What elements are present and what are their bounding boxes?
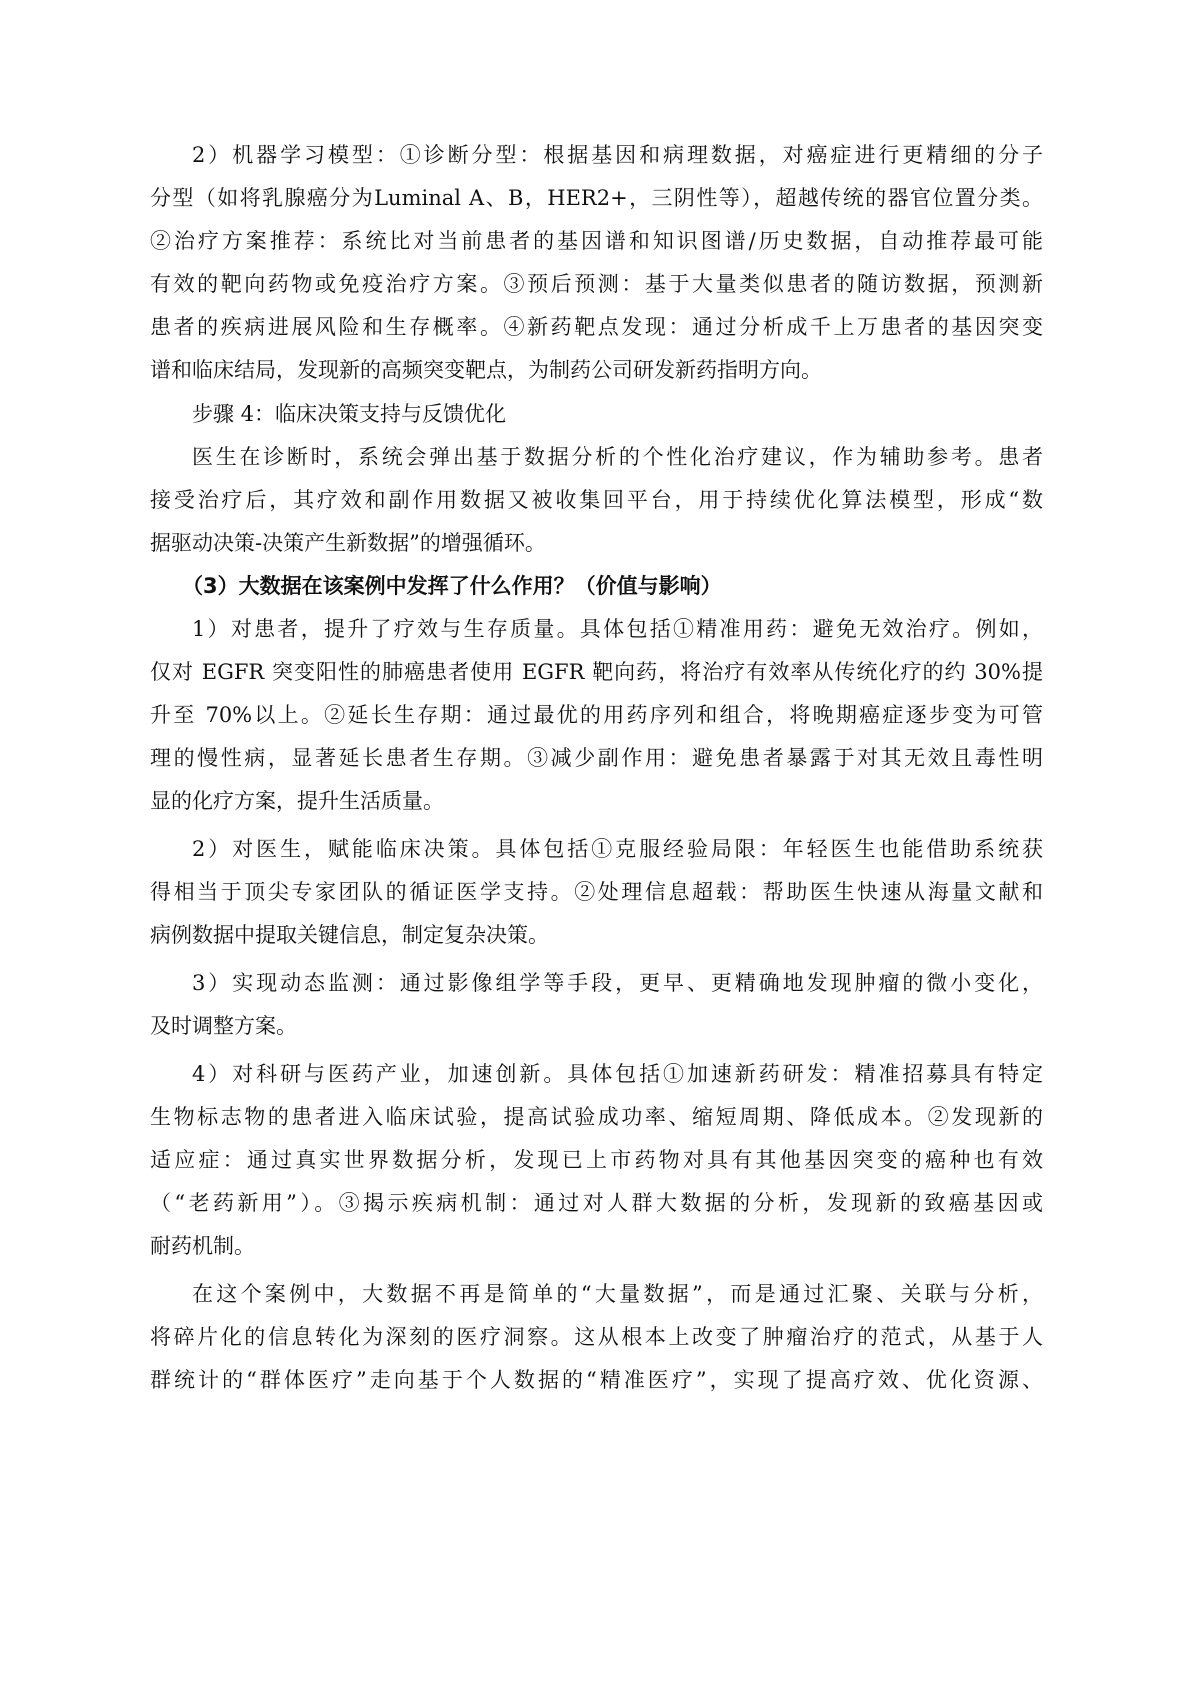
paragraph-doctors-line-2: 得相当于顶尖专家团队的循证医学支持。②处理信息超载：帮助医生快速从海量文献和 xyxy=(150,880,1043,904)
paragraph-ml-model-line-1: 2）机器学习模型：①诊断分型：根据基因和病理数据，对癌症进行更精细的分子 xyxy=(192,143,1043,167)
paragraph-patients-line-3: 升至 70%以上。②延长生存期：通过最优的用药序列和组合，将晚期癌症逐步变为可管 xyxy=(150,703,1043,727)
paragraph-patients-line-1: 1）对患者，提升了疗效与生存质量。具体包括①精准用药：避免无效治疗。例如， xyxy=(192,617,1043,641)
paragraph-ml-model-line-3: ②治疗方案推荐：系统比对当前患者的基因谱和知识图谱/历史数据，自动推荐最可能 xyxy=(150,229,1043,253)
paragraph-doctors-line-1: 2）对医生，赋能临床决策。具体包括①克服经验局限：年轻医生也能借助系统获 xyxy=(192,837,1043,861)
paragraph-ml-model-line-4: 有效的靶向药物或免疫治疗方案。③预后预测：基于大量类似患者的随访数据，预测新 xyxy=(150,272,1043,296)
paragraph-research-line-2: 生物标志物的患者进入临床试验，提高试验成功率、缩短周期、降低成本。②发现新的 xyxy=(150,1105,1043,1129)
document-body xyxy=(150,138,1043,1406)
paragraph-decision-support-line-3: 据驱动决策-决策产生新数据”的增强循环。 xyxy=(150,531,546,555)
paragraph-patients-line-2: 仅对 EGFR 突变阳性的肺癌患者使用 EGFR 靶向药，将治疗有效率从传统化疗的约 30%提 xyxy=(150,660,1043,684)
section-3-heading: （3）大数据在该案例中发挥了什么作用？（价值与影响） xyxy=(182,574,722,598)
step-4-heading: 步骤 4：临床决策支持与反馈优化 xyxy=(192,402,507,426)
paragraph-ml-model-line-5: 患者的疾病进展风险和生存概率。④新药靶点发现：通过分析成千上万患者的基因突变 xyxy=(150,315,1043,339)
paragraph-conclusion-line-1: 在这个案例中，大数据不再是简单的“大量数据”，而是通过汇聚、关联与分析， xyxy=(192,1282,1043,1306)
paragraph-patients-line-4: 理的慢性病，显著延长患者生存期。③减少副作用：避免患者暴露于对其无效且毒性明 xyxy=(150,746,1043,770)
paragraph-research-line-3: 适应症：通过真实世界数据分析，发现已上市药物对具有其他基因突变的癌种也有效 xyxy=(150,1148,1043,1172)
paragraph-research-line-4: （“老药新用”）。③揭示疾病机制：通过对人群大数据的分析，发现新的致癌基因或 xyxy=(150,1191,1043,1215)
paragraph-research-line-5: 耐药机制。 xyxy=(150,1234,255,1258)
paragraph-conclusion-line-3: 群统计的“群体医疗”走向基于个人数据的“精准医疗”，实现了提高疗效、优化资源、 xyxy=(150,1368,1043,1392)
paragraph-decision-support-line-1: 医生在诊断时，系统会弹出基于数据分析的个性化治疗建议，作为辅助参考。患者 xyxy=(192,445,1043,469)
paragraph-ml-model-line-2: 分型（如将乳腺癌分为Luminal A、B，HER2+，三阴性等），超越传统的器官位置分类。 xyxy=(150,186,1043,210)
paragraph-conclusion-line-2: 将碎片化的信息转化为深刻的医疗洞察。这从根本上改变了肿瘤治疗的范式，从基于人 xyxy=(150,1325,1043,1349)
paragraph-ml-model-line-6: 谱和临床结局，发现新的高频突变靶点，为制药公司研发新药指明方向。 xyxy=(150,358,822,382)
paragraph-patients-line-5: 显的化疗方案，提升生活质量。 xyxy=(150,789,444,813)
paragraph-research-line-1: 4）对科研与医药产业，加速创新。具体包括①加速新药研发：精准招募具有特定 xyxy=(192,1062,1043,1086)
paragraph-monitoring-line-1: 3）实现动态监测：通过影像组学等手段，更早、更精确地发现肿瘤的微小变化， xyxy=(192,971,1043,995)
paragraph-doctors-line-3: 病例数据中提取关键信息，制定复杂决策。 xyxy=(150,923,549,947)
paragraph-decision-support-line-2: 接受治疗后，其疗效和副作用数据又被收集回平台，用于持续优化算法模型，形成“数 xyxy=(150,488,1043,512)
paragraph-monitoring-line-2: 及时调整方案。 xyxy=(150,1014,297,1038)
